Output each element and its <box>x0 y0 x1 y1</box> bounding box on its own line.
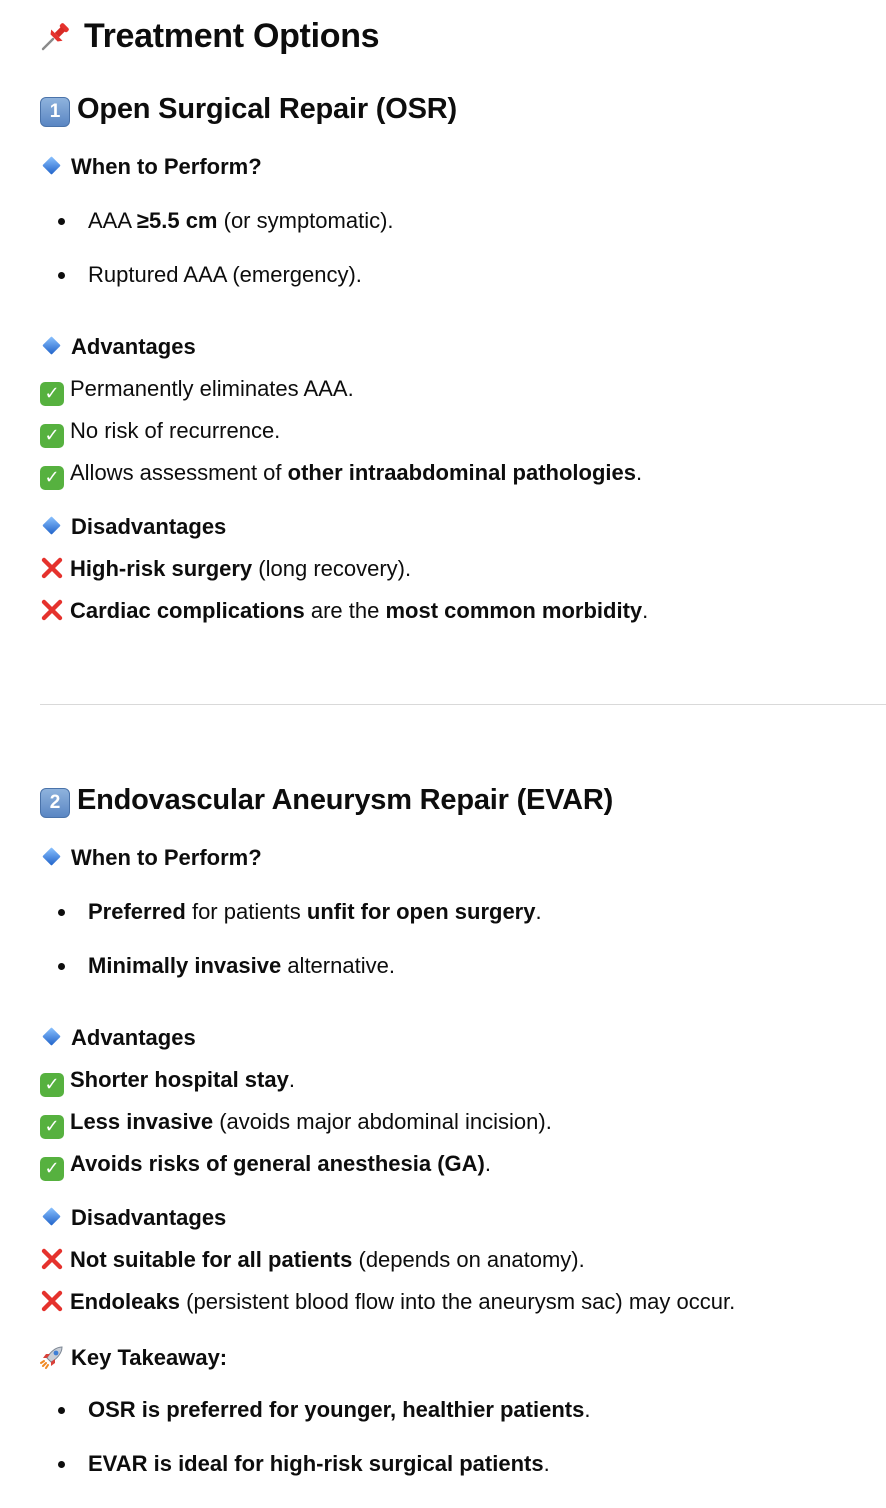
cross-mark-icon <box>40 1289 64 1313</box>
check-mark-icon: ✓ <box>40 466 64 490</box>
bullet-icon <box>58 963 65 970</box>
key-takeaway-label: Key Takeaway: <box>40 1343 227 1371</box>
keycap-two-icon: 2 <box>40 788 70 818</box>
blue-diamond-icon <box>42 516 60 534</box>
cross-mark-icon <box>40 598 64 622</box>
check-mark-icon: ✓ <box>40 424 64 448</box>
evar-advantages-label: Advantages <box>40 1025 196 1051</box>
evar-advantage-item-1: ✓ Shorter hospital stay. <box>40 1067 295 1097</box>
rocket-icon <box>40 1343 66 1369</box>
bullet-icon <box>58 1407 65 1414</box>
osr-disadvantages-label: Disadvantages <box>40 514 226 540</box>
blue-diamond-icon <box>42 1207 60 1225</box>
blue-diamond-icon <box>42 336 60 354</box>
check-mark-icon: ✓ <box>40 1157 64 1181</box>
page-title <box>40 17 379 56</box>
check-mark-icon: ✓ <box>40 1073 64 1097</box>
osr-heading <box>40 93 457 127</box>
cross-mark-icon <box>40 1247 64 1271</box>
takeaway-item-1: OSR is preferred for younger, healthier patients. <box>88 1397 591 1422</box>
blue-diamond-icon <box>42 847 60 865</box>
evar-advantage-item-2: ✓ Less invasive (avoids major abdominal incision). <box>40 1109 552 1139</box>
osr-disadvantage-item-1: High-risk surgery (long recovery). <box>40 556 411 582</box>
osr-disadvantage-item-2: Cardiac complications are the most common morbidity. <box>40 598 648 624</box>
bullet-icon <box>58 909 65 916</box>
blue-diamond-icon <box>42 156 60 174</box>
bullet-icon <box>58 1461 65 1468</box>
osr-advantage-item-1: ✓ Permanently eliminates AAA. <box>40 376 354 406</box>
osr-advantage-item-2: ✓ No risk of recurrence. <box>40 418 280 448</box>
cross-mark-icon <box>40 556 64 580</box>
osr-when-label: When to Perform? <box>40 154 262 180</box>
blue-diamond-icon <box>42 1027 60 1045</box>
osr-when-item-1: AAA ≥5.5 cm (or symptomatic). <box>88 208 394 233</box>
evar-heading <box>40 784 613 818</box>
evar-heading-text: Endovascular Aneurysm Repair (EVAR) <box>77 784 614 816</box>
bullet-icon <box>58 272 65 279</box>
osr-advantage-item-3: ✓ Allows assessment of other intraabdominal pathologies. <box>40 460 642 490</box>
evar-when-item-2: Minimally invasive alternative. <box>88 953 395 978</box>
bullet-icon <box>58 218 65 225</box>
pushpin-icon <box>40 20 72 52</box>
page-title-text: Treatment Options <box>84 17 380 55</box>
keycap-one-icon: 1 <box>40 97 70 127</box>
evar-when-item-1: Preferred for patients unfit for open surgery. <box>88 899 542 924</box>
check-mark-icon: ✓ <box>40 382 64 406</box>
takeaway-item-2: EVAR is ideal for high-risk surgical patients. <box>88 1451 550 1476</box>
evar-disadvantage-item-2: Endoleaks (persistent blood flow into the aneurysm sac) may occur. <box>40 1289 735 1315</box>
osr-when-item-2: Ruptured AAA (emergency). <box>88 262 362 287</box>
check-mark-icon: ✓ <box>40 1115 64 1139</box>
evar-disadvantage-item-1: Not suitable for all patients (depends on anatomy). <box>40 1247 585 1273</box>
evar-when-label: When to Perform? <box>40 845 262 871</box>
section-divider <box>40 704 886 705</box>
evar-advantage-item-3: ✓ Avoids risks of general anesthesia (GA). <box>40 1151 491 1181</box>
evar-disadvantages-label: Disadvantages <box>40 1205 226 1231</box>
osr-advantages-label: Advantages <box>40 334 196 360</box>
osr-heading-text: Open Surgical Repair (OSR) <box>77 93 457 125</box>
